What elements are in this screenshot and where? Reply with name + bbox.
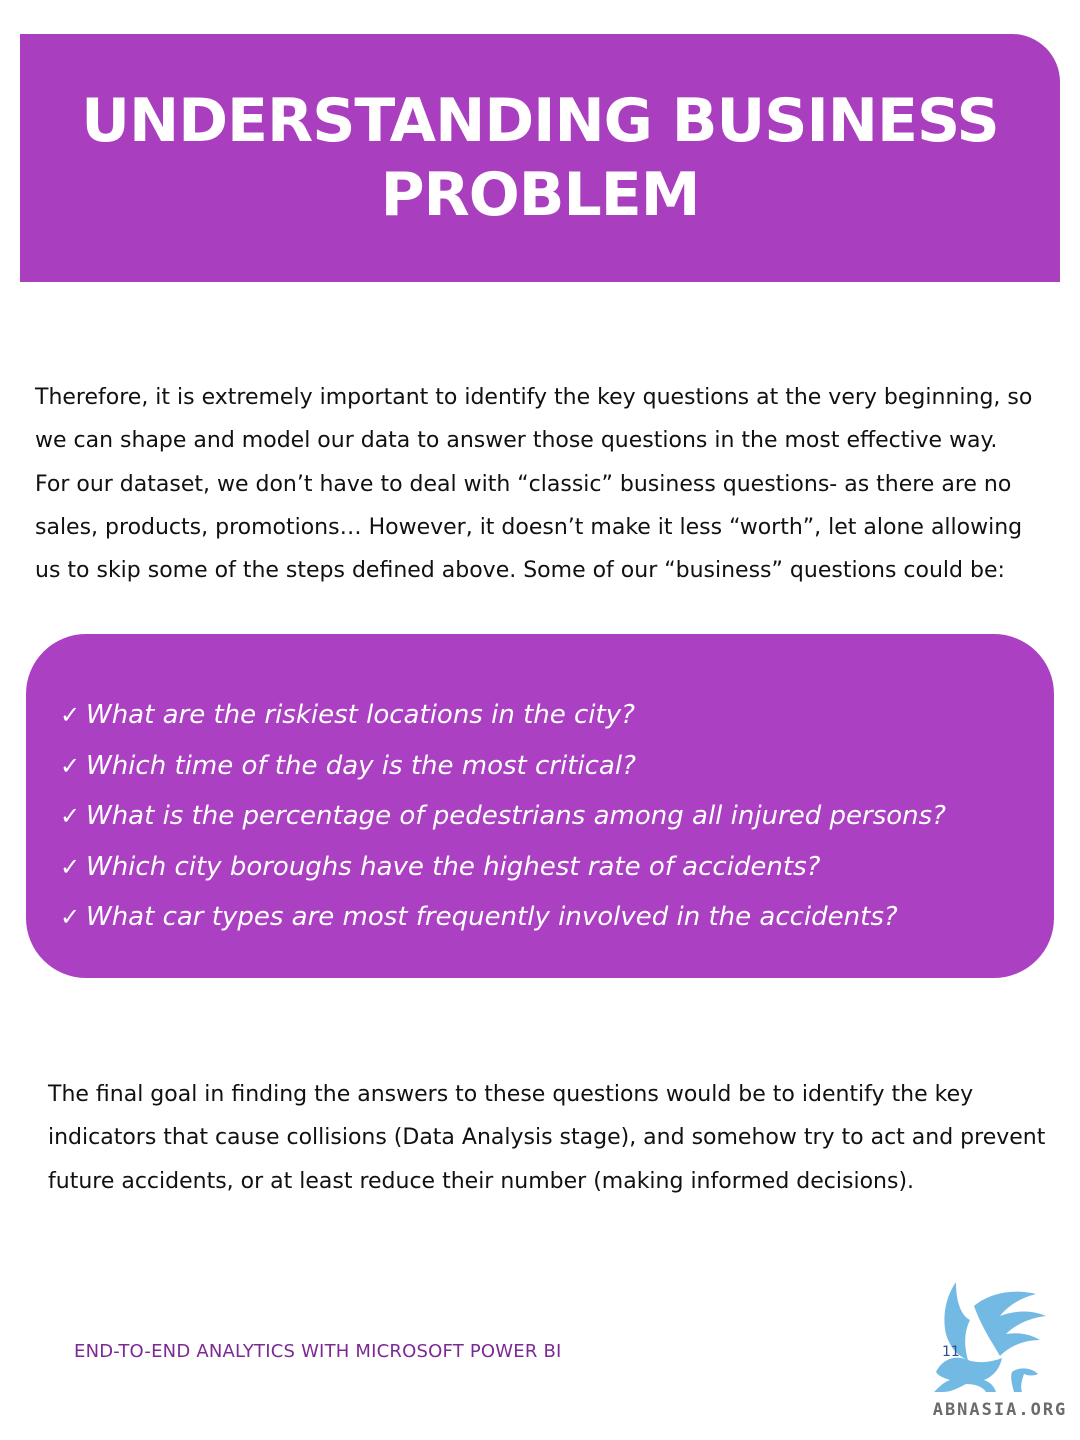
question-text: What car types are most frequently involved in the accidents? [86,902,898,933]
check-icon: ✓ [60,701,81,730]
griffin-logo-icon [916,1276,1076,1398]
intro-paragraph-1: Therefore, it is extremely important to identify the key questions at the very beginning, so we can shape and model our data to answer those questions in the most effective way. [35,385,1033,454]
question-item [60,892,1040,943]
question-text: What is the percentage of pedestrians among all injured persons? [86,801,946,832]
check-icon: ✓ [60,751,81,780]
watermark-text: ABNASIA.ORG [932,1400,1068,1420]
question-text: Which city boroughs have the highest rate of accidents? [86,851,821,882]
check-icon: ✓ [60,852,81,881]
question-item [60,741,1040,792]
question-item [60,690,1040,741]
question-text: What are the riskiest locations in the city? [86,700,635,731]
conclusion-text: The final goal in finding the answers to these questions would be to identify the key indicators that cause collisions (Data Analysis stage), and somehow try to act and prevent future accidents, or at least reduce their number (making informed decisions). [48,1082,1046,1194]
question-item [60,791,1040,842]
check-icon: ✓ [60,802,81,831]
page-number: 11 [942,1344,960,1360]
question-item [60,842,1040,893]
check-icon: ✓ [60,903,81,932]
footer-book-title: END-TO-END ANALYTICS WITH MICROSOFT POWER BI [74,1341,562,1362]
title-banner [20,34,1060,282]
questions-box [26,634,1054,978]
intro-text [35,376,1045,592]
question-text: Which time of the day is the most critical? [86,750,636,781]
intro-paragraph-2: For our dataset, we don’t have to deal with “classic” business questions- as there are no sales, products, promotions… However, it doesn’t make it less “worth”, let alone allowing us to skip some of the steps defined above. Some of our “business” questions could be: [35,471,1023,584]
page-title: UNDERSTANDING BUSINESS PROBLEM [81,86,999,230]
questions-list [60,690,1040,943]
